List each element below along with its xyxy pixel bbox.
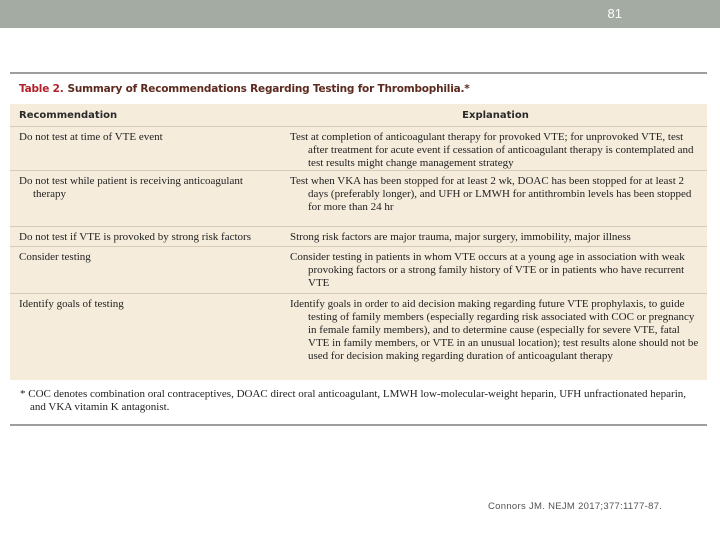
recommendation-cell: Do not test at time of VTE event — [19, 131, 163, 143]
thrombophilia-table — [10, 72, 707, 426]
recommendation-cell: Identify goals of testing — [19, 298, 124, 310]
slide-number: 81 — [607, 6, 622, 21]
table-label: Table 2. — [19, 83, 64, 95]
explanation-cell: Identify goals in order to aid decision making regarding future VTE prophylaxis, to guide testing of family members (especially regarding risk associated with COC or pregnancy in female family members), and to determine cause (especially for severe VTE, fatal VTE in family members, or VTE in an unusual location); test results alone should not be used for decision making regarding duration of anticoagulant therapy — [290, 298, 699, 362]
table-row — [10, 293, 707, 380]
table-row — [10, 126, 707, 170]
explanation-cell: Test when VKA has been stopped for at least 2 wk, DOAC has been stopped for at least 2 days (preferably longer), and UFH or LMWH for antithrombin levels has been stopped for more than 24 hr — [290, 175, 692, 213]
table-body — [10, 104, 707, 380]
table-row — [10, 226, 707, 246]
citation: Connors JM. NEJM 2017;377:1177-87. — [488, 501, 663, 512]
slide-header-bar — [0, 0, 720, 28]
header-recommendation: Recommendation — [19, 110, 118, 121]
table-header-row — [10, 104, 707, 126]
explanation-cell: Consider testing in patients in whom VTE occurs at a young age in association with weak provoking factors or a strong family history of VTE or in patients who have recurrent VTE — [290, 251, 685, 289]
table-footnote — [10, 380, 707, 414]
recommendation-cell: Do not test if VTE is provoked by strong risk factors — [19, 231, 251, 243]
table-title-text: Summary of Recommendations Regarding Testing for Thrombophilia.* — [67, 83, 470, 95]
explanation-cell: Test at completion of anticoagulant therapy for provoked VTE; for unprovoked VTE, test after treatment for acute event if cessation of anticoagulant therapy is contemplated and test results might change management strategy — [290, 131, 694, 169]
recommendation-cell: Consider testing — [19, 251, 91, 263]
explanation-cell: Strong risk factors are major trauma, major surgery, immobility, major illness — [290, 231, 631, 243]
table-row — [10, 170, 707, 226]
header-explanation: Explanation — [462, 110, 529, 121]
recommendation-cell: Do not test while patient is receiving anticoagulant therapy — [19, 175, 243, 200]
table-title — [10, 74, 707, 104]
table-row — [10, 246, 707, 293]
footnote-text: * COC denotes combination oral contraceptives, DOAC direct oral anticoagulant, LMWH low-molecular-weight heparin, UFH unfractionated heparin, and VKA vitamin K antagonist. — [20, 388, 686, 413]
